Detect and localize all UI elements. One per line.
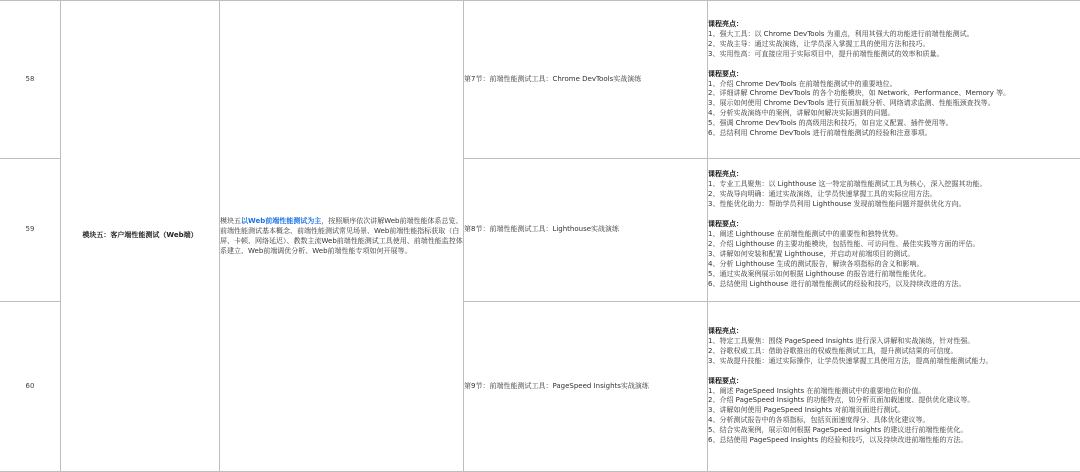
point-item: 1、阐述 PageSpeed Insights 在前端性能测试中的重要地位和价值。 [708,387,1080,397]
point-item: 4、分析实战演练中的案例，讲解如何解决实际遇到的问题。 [708,109,1080,119]
point-item: 3、展示如何使用 Chrome DevTools 进行页面加载分析、网络请求监测、性能瓶颈查找等。 [708,99,1080,109]
highlight-item: 2、实战导向明确：通过实战演练，让学员快速掌握工具的实际应用方法。 [708,190,1080,200]
highlight-item: 1、专业工具聚焦：以 Lighthouse 这一特定前端性能测试工具为核心，深入挖掘其功能。 [708,180,1080,190]
point-item: 2、介绍 PageSpeed Insights 的功能特点，如分析页面加载速度、提供优化建议等。 [708,396,1080,406]
point-item: 5、强调 Chrome DevTools 的高级用法和技巧，如自定义配置、插件使用等。 [708,119,1080,129]
highlight-item: 2、实战主导：通过实战演练，让学员深入掌握工具的使用方法和技巧。 [708,40,1080,50]
highlight-item: 2、谷歌权威工具：借助谷歌推出的权威性能测试工具，提升测试结果的可信度。 [708,347,1080,357]
point-item: 1、介绍 Chrome DevTools 在前端性能测试中的重要地位。 [708,80,1080,90]
lesson-title: 第8节：前端性能测试工具：Lighthouse实战演练 [464,159,708,302]
lesson-detail [708,159,1080,302]
point-item: 2、介绍 Lighthouse 的主要功能模块，包括性能、可访问性、最佳实践等方面的评估。 [708,240,1080,250]
module-description-prefix: 模块五 [220,217,241,225]
point-item: 3、讲解如何安装和配置 Lighthouse，并启动对前端项目的测试。 [708,250,1080,260]
lesson-title: 第9节：前端性能测试工具：PageSpeed Insights实战演练 [464,302,708,472]
module-description-body: ，按照顺序依次讲解Web前端性能体系总览、前端性能测试基本概念、前端性能测试常见场景、Web前端性能指标获取（白屏、卡顿、网络延迟）、教数主流Web前端性能测试工具使用、前端性能监控体系建立、Web前端调优分析、Web前端性能专项如何开展等。 [220,217,463,255]
highlights-title: 课程亮点： [708,170,1080,180]
points-title: 课程要点： [708,220,1080,230]
lesson-title: 第7节：前端性能测试工具：Chrome DevTools实战演练 [464,1,708,159]
row-number: 59 [0,159,61,302]
table-row [0,1,1080,159]
points-title: 课程要点： [708,70,1080,80]
highlight-item: 3、性能优化助力：帮助学员利用 Lighthouse 发现前端性能问题并提供优化方向。 [708,200,1080,210]
module-description-highlight: 以Web前端性能测试为主 [241,217,321,225]
lesson-detail [708,1,1080,159]
point-item: 1、阐述 Lighthouse 在前端性能测试中的重要性和独特优势。 [708,230,1080,240]
highlight-item: 3、实战提升技能：通过实际操作，让学员快速掌握工具使用方法，提高前端性能测试能力。 [708,357,1080,367]
row-number: 58 [0,1,61,159]
highlight-item: 1、强大工具：以 Chrome DevTools 为重点，利用其强大的功能进行前端性能测试。 [708,30,1080,40]
point-item: 6、总结利用 Chrome DevTools 进行前端性能测试的经验和注意事项。 [708,129,1080,139]
highlight-item: 3、实用性高：可直接应用于实际项目中，提升前端性能测试的效率和质量。 [708,50,1080,60]
point-item: 4、分析测试报告中的各项指标，包括页面速度得分、具体优化建议等。 [708,416,1080,426]
point-item: 5、通过实战案例展示如何根据 Lighthouse 的报告进行前端性能优化。 [708,270,1080,280]
point-item: 3、讲解如何使用 PageSpeed Insights 对前端页面进行测试。 [708,406,1080,416]
lesson-detail [708,302,1080,472]
point-item: 6、总结使用 PageSpeed Insights 的经验和技巧，以及持续改进前端性能的方法。 [708,436,1080,446]
point-item: 6、总结使用 Lighthouse 进行前端性能测试的经验和技巧，以及持续改进的方法。 [708,280,1080,290]
highlight-item: 1、特定工具聚焦：围绕 PageSpeed Insights 进行深入讲解和实战演练，针对性强。 [708,337,1080,347]
row-number: 60 [0,302,61,472]
module-description [220,1,464,472]
highlights-title: 课程亮点： [708,327,1080,337]
point-item: 4、分析 Lighthouse 生成的测试报告，解读各项指标的含义和影响。 [708,260,1080,270]
point-item: 2、详细讲解 Chrome DevTools 的各个功能模块，如 Network、Performance、Memory 等。 [708,89,1080,99]
points-title: 课程要点： [708,377,1080,387]
module-title: 模块五：客户端性能测试（Web端） [61,1,220,472]
point-item: 5、结合实战案例，展示如何根据 PageSpeed Insights 的建议进行前端性能优化。 [708,426,1080,436]
highlights-title: 课程亮点： [708,20,1080,30]
